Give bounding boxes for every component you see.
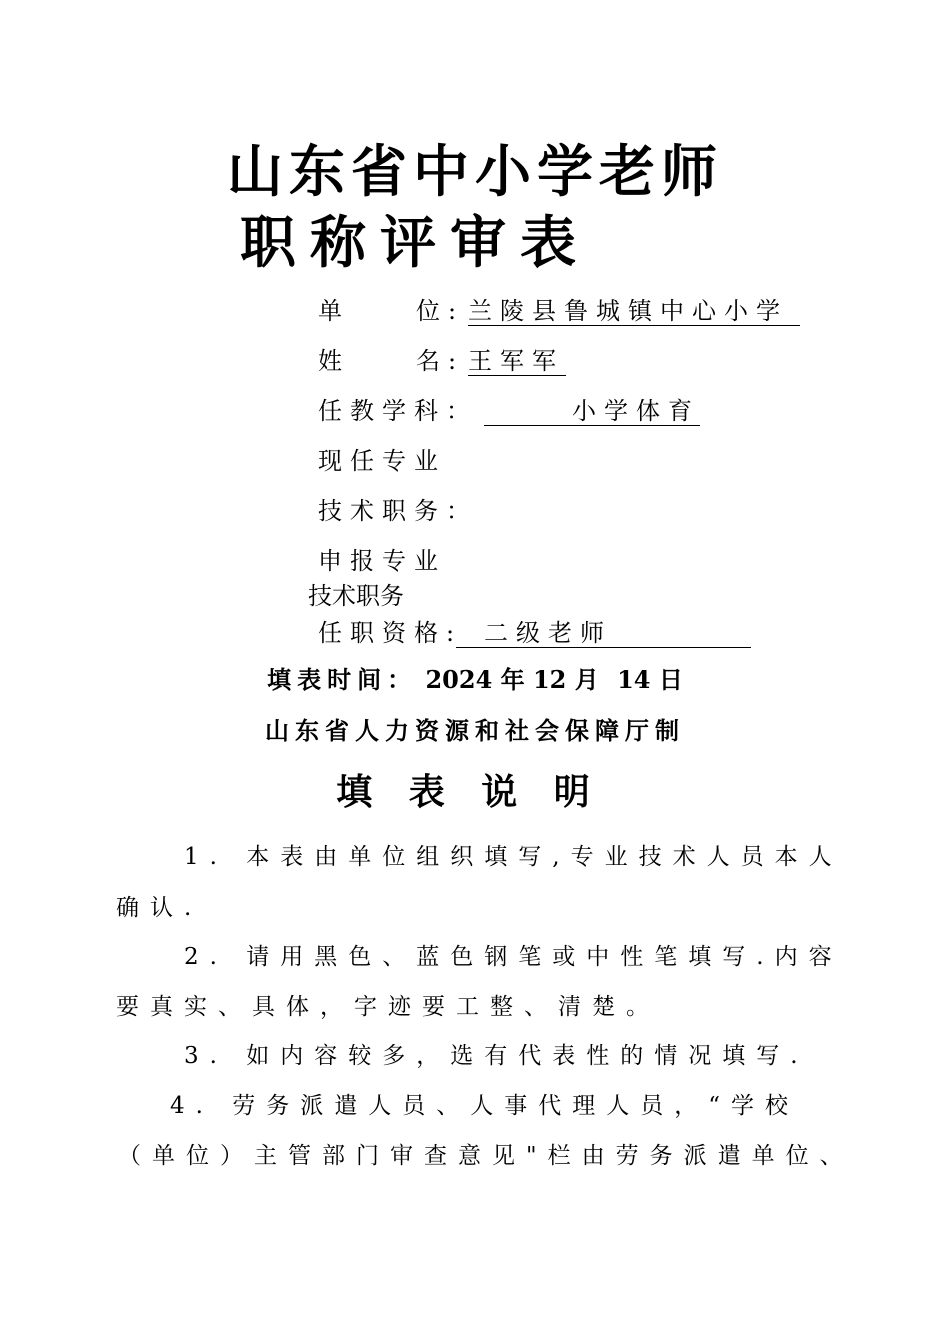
subject-value: 小学体育 — [484, 399, 700, 426]
current-title-label-line2: 技术职务： — [318, 497, 478, 525]
current-title-label-line1: 现任专业 — [318, 447, 446, 475]
instruction-4-line2: （单位）主管部门审查意见"栏由劳务派遣单位、 — [118, 1143, 854, 1169]
instruction-4-line1: 4. 劳务派遣人员、人事代理人员，“学校 — [170, 1093, 800, 1119]
name-label-char1: 姓 — [318, 347, 350, 375]
fill-date-year-unit: 年 — [500, 665, 525, 694]
instruction-1-line2: 确认. — [116, 895, 203, 921]
apply-title-label-line2: 技术职务 — [308, 582, 404, 610]
name-value: 王军军 — [468, 347, 564, 375]
fill-date-label: 填表时间： — [267, 665, 418, 694]
apply-title-label-line1: 申报专业 — [318, 547, 446, 575]
instruction-1-line1: 1. 本表由单位组织填写,专业技术人员本人 — [184, 844, 843, 870]
apply-title-label-line3: 任职资格: — [318, 619, 463, 647]
unit-value: 兰陵县鲁城镇中心小学 — [468, 299, 800, 326]
form-title-line1: 山东省中小学老师 — [227, 139, 723, 205]
apply-title-value: 二级老师 — [456, 621, 751, 648]
fill-date-year: 2024 — [425, 665, 493, 694]
instruction-2-line1: 2. 请用黑色、蓝色钢笔或中性笔填写.内容 — [184, 944, 843, 970]
form-title-line2: 职称评审表 — [240, 210, 590, 276]
fill-date-month: 12 — [532, 665, 567, 694]
instructions-heading: 填 表 说 明 — [336, 771, 602, 813]
instruction-2-line2: 要真实、具体，字迹要工整、清楚。 — [116, 994, 660, 1020]
fill-date-day-unit: 日 — [658, 665, 683, 694]
fill-date-month-unit: 月 — [574, 665, 599, 694]
unit-label-char1: 单 — [318, 297, 350, 325]
name-label-char2: 名: — [416, 347, 465, 375]
subject-label: 任教学科： — [318, 397, 478, 425]
fill-date — [0, 665, 950, 694]
issuer-line: 山东省人力资源和社会保障厅制 — [265, 716, 685, 745]
fill-date-day: 14 — [617, 665, 651, 694]
instruction-3-line1: 3. 如内容较多，选有代表性的情况填写. — [184, 1043, 809, 1069]
unit-label-char2: 位: — [416, 297, 465, 325]
